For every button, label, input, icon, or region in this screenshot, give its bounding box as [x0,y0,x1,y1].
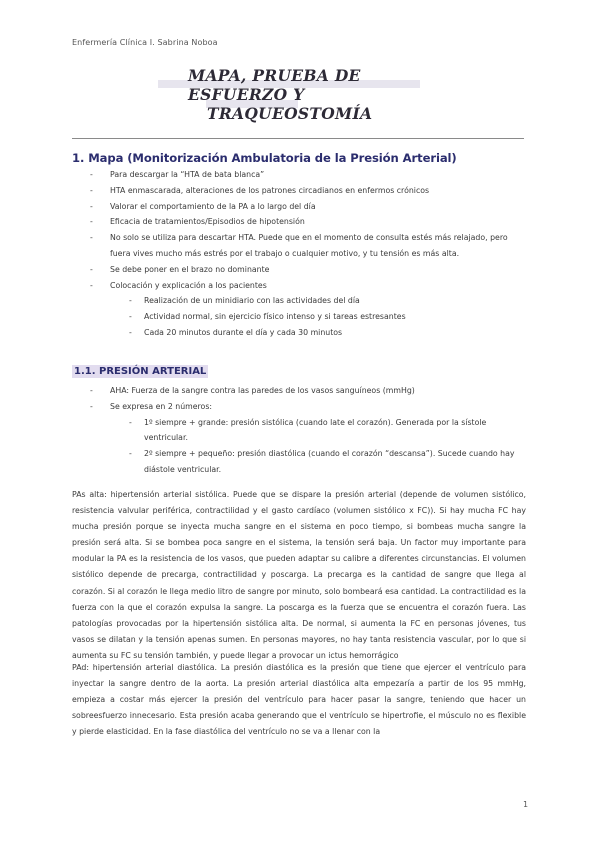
section-heading-mapa: 1. Mapa (Monitorización Ambulatoria de la Presión Arterial) [72,151,457,165]
sub-list-item: - 2º siempre + pequeño: presión diastólica (cuando el corazón “descansa”). Sucede cuando hay diástole ventricular. [110,446,526,478]
title-line-1: MAPA, PRUEBA DE ESFUERZO Y [188,66,361,104]
list-item: - Eficacia de tratamientos/Episodios de hipotensión [72,214,526,230]
list-item: - AHA: Fuerza de la sangre contra las paredes de los vasos sanguíneos (mmHg) [72,383,526,399]
mapa-sub-list [110,293,526,340]
section-heading-presion-arterial [72,366,208,377]
list-item: - HTA enmascarada, alteraciones de los patrones circadianos en enfermos crónicos [72,183,526,199]
list-item [72,278,526,341]
mapa-bullet-list [72,167,526,341]
sub-list-item: - Cada 20 minutos durante el día y cada 30 minutos [110,325,526,341]
sub-list-item: - 1º siempre + grande: presión sistólica (cuando late el corazón). Generada por la sístole ventricular. [110,415,526,447]
list-item: - Valorar el comportamiento de la PA a lo largo del día [72,199,526,215]
paragraph-pad: PAd: hipertensión arterial diastólica. La presión diastólica es la presión que tiene que ejercer el ventrículo para inyectar la sangre dentro de la aorta. La presión arterial diastólica alta empezaría a partir de los 95 mmHg, empieza a costar más ejercer la presión del ventrículo para hacer pasar la sangre, teniendo que hacer un sobreesfuerzo innecesario. Esta presión acaba generando que el ventrículo se hipertrofie, el músculo no es flexible y pierde elasticidad. En la fase diastólica del ventrículo no se va a llenar con la [72,663,526,737]
page-number: 1 [523,800,529,809]
presion-bullet-list [72,383,526,478]
presion-sub-list [110,415,526,478]
paragraph-pas: PAs alta: hipertensión arterial sistólica. Puede que se dispare la presión arterial (depende de volumen sistólico, resistencia valvular periférica, contractilidad y el gasto cardíaco (volumen sistólico x FC)). Si hay mucha FC hay mucha presión porque se inyecta mucha sangre en el sistema en poco tiempo, si bombeas mucha sangre la presión será alta. Si se bombea poca sangre en el sistema, la tensión será baja. Un factor muy importante para modular la PA es la resistencia de los vasos, que pueden adaptar su calibre a diferentes circunstancias. El volumen sistólico depende de precarga, contractilidad y poscarga. La precarga es la cantidad de sangre que llega al corazón. Si al corazón le llega medio litro de sangre por minuto, solo bombeará esa cantidad. La contractilidad es la fuerza con la que el corazón expulsa la sangre. La poscarga es la fuerza que se encuentra el corazón fuera. Las patologías provocadas por la hipertensión sistólica alta. De normal, si aumenta la FC en personas jóvenes, tus vasos se dilatan y la tensión apenas sumen. En personas mayores, no hay tanta resistencia vascular, por lo que si aumenta su FC su tensión también, y puede llegar a provocar un ictus hemorrágico [72,490,526,660]
list-item: - Se debe poner en el brazo no dominante [72,262,526,278]
page-header: Enfermería Clínica I. Sabrina Noboa [72,38,218,47]
sub-list-item: - Actividad normal, sin ejercicio físico intenso y si tareas estresantes [110,309,526,325]
list-item-text: Se expresa en 2 números: [110,401,213,411]
title-line-2: TRAQUEOSTOMÍA [207,104,373,123]
title-divider [72,138,524,139]
list-item [72,399,526,478]
list-item-text: Colocación y explicación a los pacientes [110,280,267,290]
document-title [150,66,450,123]
section-heading-text: 1.1. PRESIÓN ARTERIAL [74,366,207,377]
list-item: - Para descargar la “HTA de bata blanca” [72,167,526,183]
sub-list-item: - Realización de un minidiario con las actividades del día [110,293,526,309]
list-item: - No solo se utiliza para descartar HTA. Puede que en el momento de consulta estés más relajado, pero fuera vives mucho más estrés por el trabajo o cualquier motivo, y tu tensión es más alta. [72,230,526,262]
